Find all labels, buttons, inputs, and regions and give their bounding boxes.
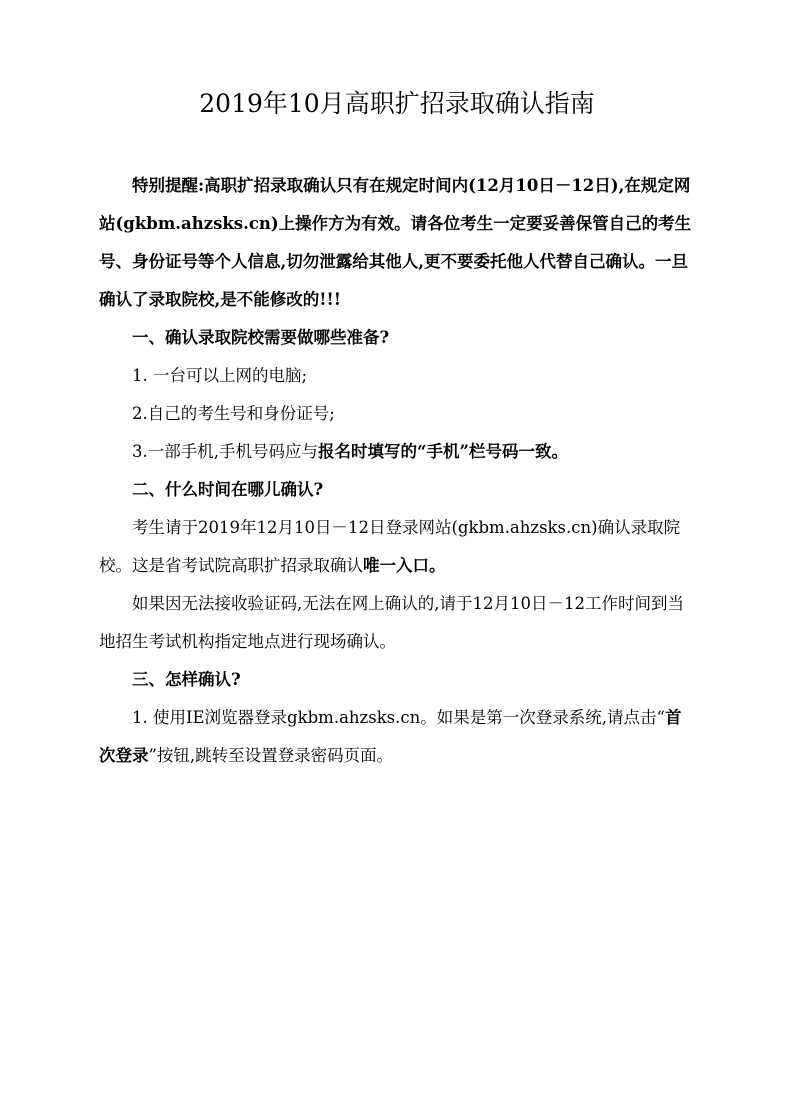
section2-para1 xyxy=(99,509,695,585)
section3-para1 xyxy=(99,699,695,775)
page-title: 2019年10月高职扩招录取确认指南 xyxy=(199,89,595,118)
special-reminder: 特别提醒:高职扩招录取确认只有在规定时间内(12月10日－12日),在规定网站(gkbm.ahzsks.cn)上操作方为有效。请各位考生一定要妥善保管自己的考生号、身份证号等个人信息,切勿泄露给其他人,更不要委托他人代替自己确认。一旦确认了录取院校,是不能修改的!!! xyxy=(99,176,692,309)
section2-heading: 二、什么时间在哪儿确认? xyxy=(132,480,324,499)
section1-item2: 2.自己的考生号和身份证号; xyxy=(132,404,335,423)
section2-para1-normal: 考生请于2019年12月10日－12日登录网站(gkbm.ahzsks.cn)确认录取院校。这是省考试院高职扩招录取确认 xyxy=(99,518,681,575)
section1-item3-normal: 3.一部手机,手机号码应与 xyxy=(132,442,318,461)
section1-heading: 一、确认录取院校需要做哪些准备? xyxy=(132,328,390,347)
section3-para1-b: ”按钮,跳转至设置登录密码页面。 xyxy=(148,746,394,765)
section2-para2: 如果因无法接收验证码,无法在网上确认的,请于12月10日－12工作时间到当地招生考试机构指定地点进行现场确认。 xyxy=(99,594,684,651)
section2-para1-bold: 唯一入口。 xyxy=(363,556,446,575)
section1-item1: 1. 一台可以上网的电脑; xyxy=(132,366,308,385)
section3-heading: 三、怎样确认? xyxy=(132,670,241,689)
document-body xyxy=(99,167,695,775)
section1-item3 xyxy=(99,433,695,471)
section1-item3-bold: 报名时填写的“手机”栏号码一致。 xyxy=(318,442,568,461)
section3-para1-a: 1. 使用IE浏览器登录gkbm.ahzsks.cn。如果是第一次登录系统,请点击“ xyxy=(132,708,665,727)
first-login-label: 首次登录 xyxy=(99,708,682,765)
